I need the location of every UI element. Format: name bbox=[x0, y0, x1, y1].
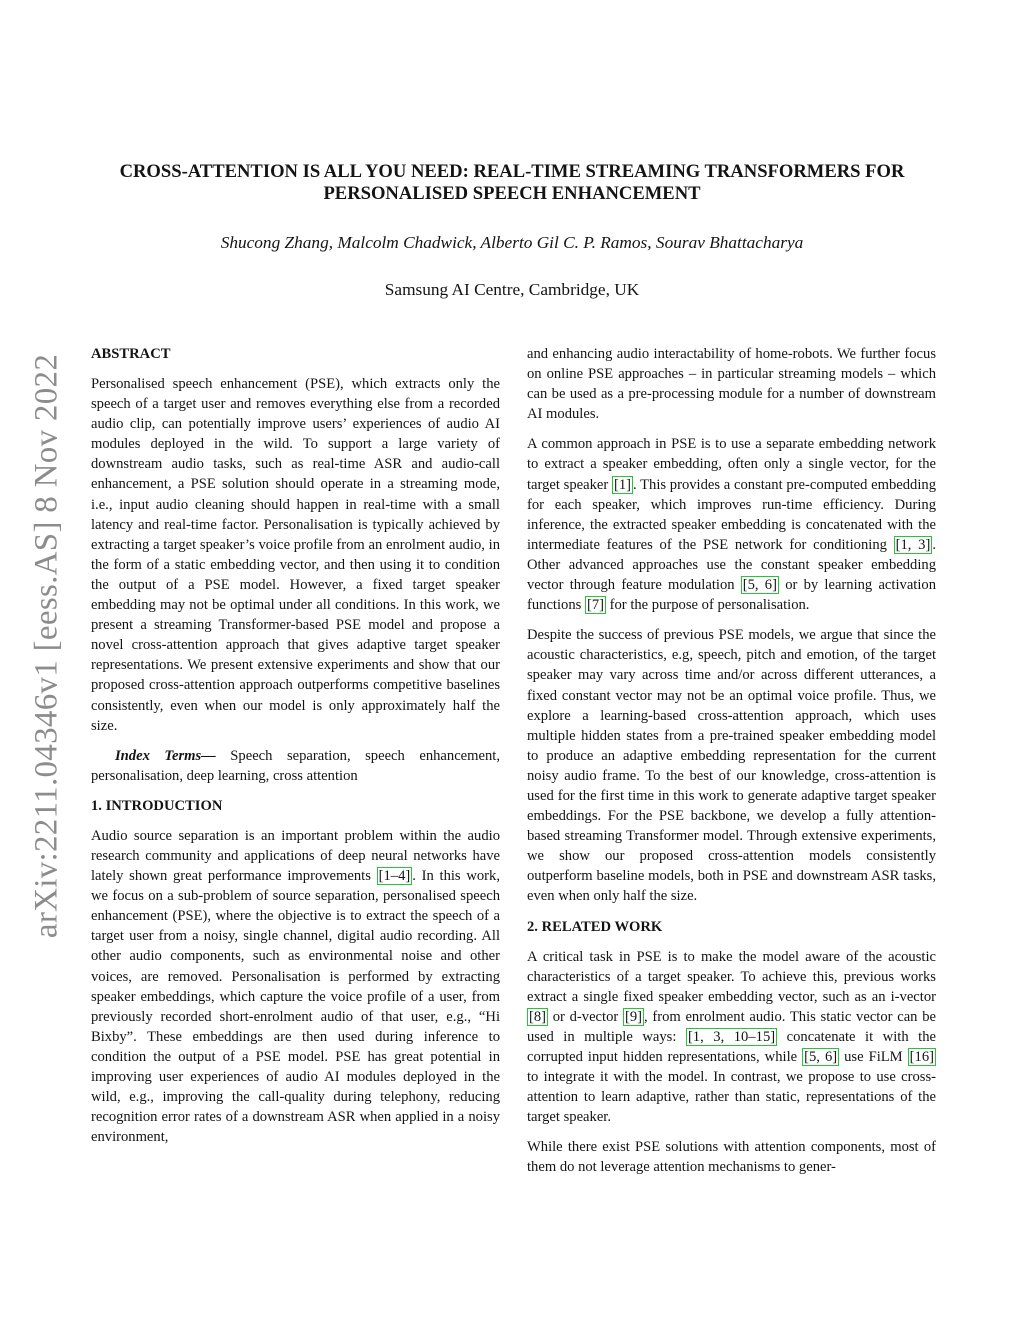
intro-text: . This provides a constant pre-computed embedding for each speaker, which improves run-time efficiency. During inference, the extracted speaker embedding is concatenated with the intermediate features of the PSE network for conditioning bbox=[527, 476, 936, 553]
citation-link[interactable]: [1] bbox=[613, 476, 632, 493]
related-text: concatenate it with the corrupted input hidden representations, while bbox=[527, 1028, 936, 1065]
citation-link[interactable]: [9] bbox=[624, 1008, 642, 1025]
intro-heading: 1. INTRODUCTION bbox=[91, 797, 223, 814]
intro-paragraph-1 bbox=[91, 826, 500, 1148]
arxiv-identifier: arXiv:2211.04346v1 [eess.AS] 8 Nov 2022 bbox=[28, 353, 65, 939]
intro-paragraph-3: Despite the success of previous PSE models, we argue that since the acoustic characteristics, e.g, speech, pitch and emotion, of the target speaker may vary across time and/or across different utterances, a fixed constant vector may not be an optimal voice profile. Thus, we explore a learning-based cross-attention approach, which uses multiple hidden states from a pre-trained speaker embedding model to produce an adaptive embedding representation for the current noisy audio frame. To the best of our knowledge, cross-attention is used for the first time in this work to generate adaptive target speaker embeddings. For the PSE backbone, we develop a fully attention-based streaming Transformer model. Through extensive experiments, we show our proposed cross-attention models consistently outperform baseline models, both in PSE and downstream ASR tasks, even when only half the size. bbox=[527, 627, 936, 905]
citation-link[interactable]: [1, 3, 10–15] bbox=[687, 1028, 776, 1045]
intro-paragraph-1-continued: and enhancing audio interactability of home-robots. We further focus on online PSE approaches – in particular streaming models – which can be used as a pre-processing module for a number of downstream AI modules. bbox=[527, 346, 936, 423]
index-terms-label: Index Terms— bbox=[115, 747, 216, 764]
index-terms-text: Speech separation, speech enhancement, personalisation, deep learning, cross attention bbox=[91, 747, 500, 784]
paper-title bbox=[80, 161, 944, 205]
citation-link[interactable]: [16] bbox=[909, 1049, 934, 1065]
related-work-heading: 2. RELATED WORK bbox=[527, 918, 663, 935]
intro-paragraph-2 bbox=[527, 434, 936, 615]
authors: Shucong Zhang, Malcolm Chadwick, Alberto Gil C. P. Ramos, Sourav Bhattacharya bbox=[220, 233, 804, 252]
related-text: to integrate it with the model. In contrast, we propose to use cross-attention to learn adaptive, rather than static, representations of the target speaker. bbox=[527, 1069, 936, 1126]
citation-link[interactable]: [5, 6] bbox=[804, 1049, 838, 1065]
related-text: , from enrolment audio. This static vector can be used in multiple ways: bbox=[527, 1008, 936, 1045]
related-text: use FiLM bbox=[839, 1049, 908, 1065]
index-terms bbox=[91, 746, 500, 786]
affiliation: Samsung AI Centre, Cambridge, UK bbox=[384, 280, 640, 299]
intro-text: for the purpose of personalisation. bbox=[606, 597, 810, 614]
citation-link[interactable]: [1, 3] bbox=[895, 536, 931, 553]
intro-text: . Other advanced approaches use the constant speaker embedding vector through feature modulation bbox=[527, 536, 936, 594]
related-paragraph-2: While there exist PSE solutions with attention components, most of them do not leverage attention mechanisms to gener- bbox=[527, 1139, 936, 1176]
intro-text: A common approach in PSE is to use a separate embedding network to extract a speaker embedding, often only a single vector, for the target speaker bbox=[527, 436, 936, 493]
intro-text: or by learning activation functions bbox=[527, 577, 936, 614]
related-paragraph-1 bbox=[527, 947, 936, 1128]
related-text: A critical task in PSE is to make the model aware of the acoustic characteristics of a target speaker. To achieve this, previous works extract a single fixed speaker embedding vector, such as an i-vector bbox=[527, 948, 936, 1005]
abstract-text: Personalised speech enhancement (PSE), which extracts only the speech of a target user and removes everything else from a recorded audio clip, can potentially improve users’ experiences of audio AI modules deployed in the wild. To support a large variety of downstream audio tasks, such as real-time ASR and audio-call enhancement, a PSE solution should operate in a streaming mode, i.e., input audio cleaning should happen in real-time with a small latency and real-time factor. Personalisation is typically achieved by extracting a target speaker’s voice profile from an enrolment audio, in the form of a static embedding vector, and then using it to condition the output of a PSE model. However, a fixed target speaker embedding may not be optimal under all conditions. In this work, we present a streaming Transformer-based PSE model and propose a novel cross-attention approach that gives adaptive target speaker representations. We present extensive experiments and show that our proposed cross-attention approach outperforms competitive baselines consistently, even when our model is only approximately half the size. bbox=[91, 376, 500, 734]
right-column bbox=[527, 344, 936, 1188]
citation-link[interactable]: [7] bbox=[586, 597, 604, 614]
abstract-heading: ABSTRACT bbox=[91, 346, 171, 362]
related-text: or d-vector bbox=[548, 1008, 623, 1025]
citation-link[interactable]: [1–4] bbox=[378, 868, 411, 885]
title-line-1: CROSS-ATTENTION IS ALL YOU NEED: REAL-TIME STREAMING TRANSFORMERS FOR bbox=[119, 161, 905, 182]
left-column bbox=[91, 344, 500, 1157]
citation-link[interactable]: [8] bbox=[529, 1008, 547, 1025]
citation-link[interactable]: [5, 6] bbox=[742, 577, 777, 594]
intro-text: Audio source separation is an important problem within the audio research community and applications of deep neural networks have lately shown great performance improvements bbox=[91, 827, 500, 885]
title-line-2: PERSONALISED SPEECH ENHANCEMENT bbox=[323, 183, 701, 204]
intro-text: . In this work, we focus on a sub-problem of source separation, personalised speech enhancement (PSE), where the objective is to extract the speech of a target user from a noisy, single channel, digital audio recording. All other audio components, such as environmental noise and other voices, are removed. Personalisation is performed by extracting speaker embeddings, which capture the voice profile of a user, from previously recorded short-enrolment audio of that user, e.g., “Hi Bixby”. These embeddings are then used during inference to condition the output of a PSE model. PSE has great potential in improving user experiences of audio AI modules deployed in the wild, e.g., improving the call-quality during telephony, reducing recognition error rates of a downstream ASR when applied in a noisy environment, bbox=[91, 868, 500, 1146]
